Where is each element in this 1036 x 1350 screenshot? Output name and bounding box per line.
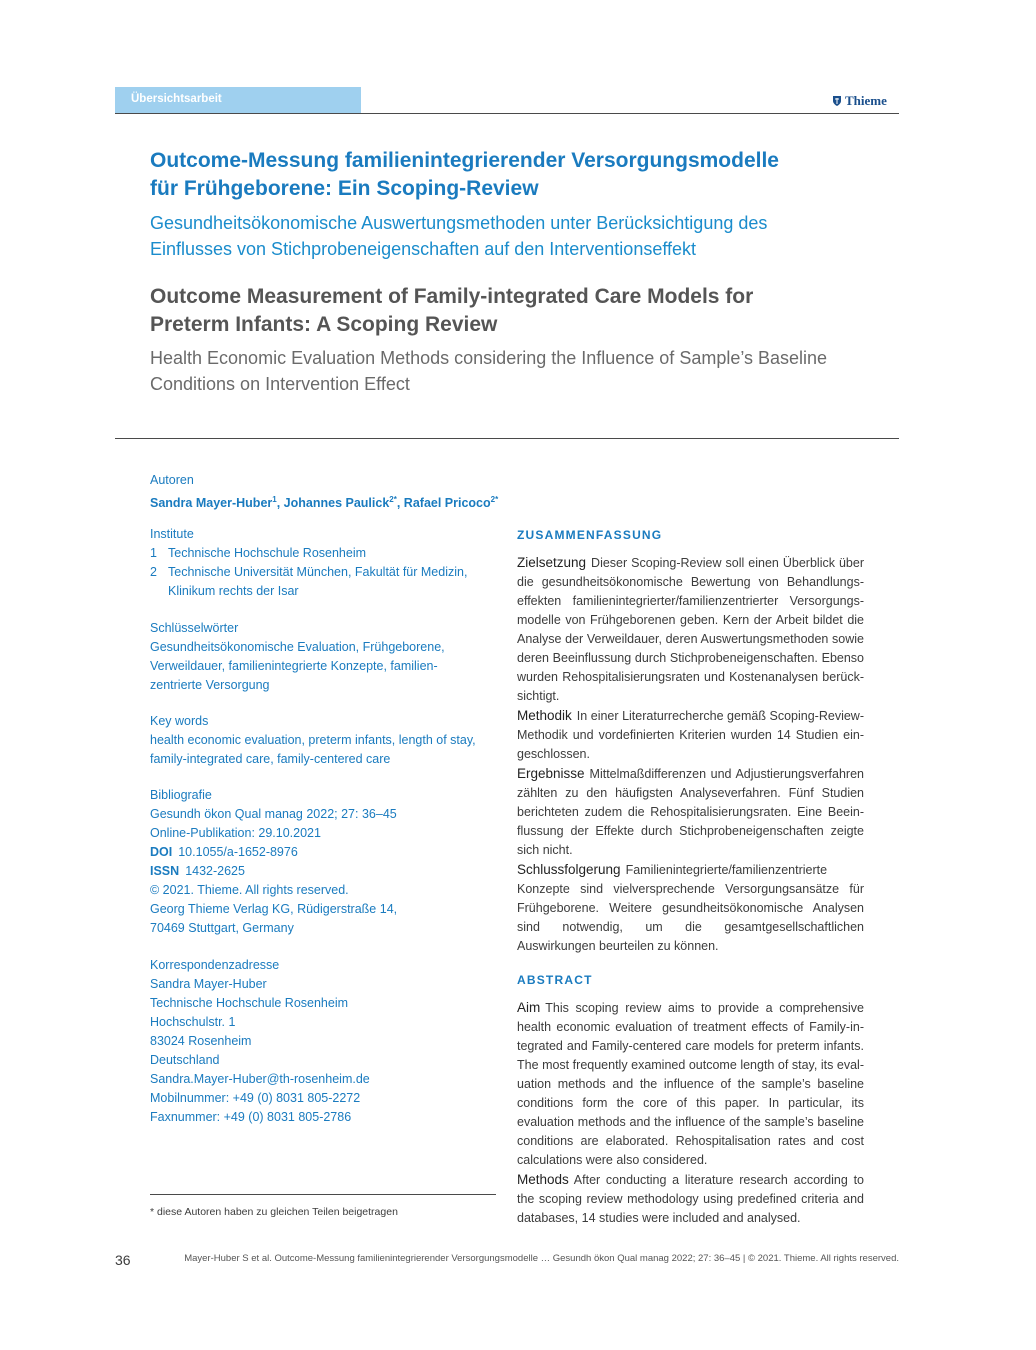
subtitle-english — [150, 346, 880, 397]
footnote: * diese Autoren haben zu gleichen Teilen beigetragen — [150, 1206, 398, 1218]
institute-name: Technische Hochschule Rosenheim — [168, 546, 367, 560]
bibliography-heading: Bibliografie — [150, 788, 212, 802]
subtitle-english-line: Conditions on Intervention Effect — [150, 373, 410, 394]
subtitle-german-line: Einflusses von Stichprobeneigenschaften auf den Interventionseffekt — [150, 238, 697, 259]
title-english — [150, 283, 880, 339]
authors-heading: Autoren — [150, 473, 194, 487]
author-affiliation: 1 — [272, 495, 277, 504]
correspondence-block — [150, 956, 500, 1127]
bibliography-publisher: 70469 Stuttgart, Germany — [150, 921, 294, 935]
issn-value: 1432-2625 — [185, 864, 245, 878]
author-affiliation: 2* — [389, 495, 397, 504]
bibliography-issn — [150, 862, 500, 881]
title-german — [150, 147, 880, 203]
bibliography-online-date: Online-Publikation: 29.10.2021 — [150, 826, 321, 840]
page-number: 36 — [115, 1252, 131, 1268]
bibliography-publisher: Georg Thieme Verlag KG, Rüdigerstraße 14, — [150, 902, 398, 916]
keywords-german-line: Gesundheitsökonomische Evaluation, Frühgeborene, — [150, 640, 445, 654]
zusammenfassung-section — [517, 526, 864, 956]
institutes-heading: Institute — [150, 527, 194, 541]
summary-keyword: Schlussfolgerung — [517, 862, 621, 877]
author-name: Rafael Pricoco — [403, 496, 491, 511]
summary-text: In einer Literaturrecherche gemäß Scoping-Review-Methodik und vordefinierten Kriterien wurden 14 Studien eingeschlossen. — [517, 709, 864, 761]
keywords-english-line: health economic evaluation, preterm infants, length of stay, — [150, 733, 476, 747]
summary-text: Dieser Scoping-Review soll einen Überblick über die gesundheitsökonomische Bewertung von Behandlungseffekten familienintegrierter/familienzentrierter Versorgungsmodelle von Frühgeborenen geben. Kern der Arbeit bildet die Analyse der Verweildauer, deren Auswertungsmethoden sowie deren Beeinflussung durch Stichprobeneigenschaften. Ebenso wurden Rehospitalisierungsraten und Kostenanalysen berücksichtigt. — [517, 556, 864, 703]
summary-paragraph — [517, 860, 864, 956]
correspondence-line: Hochschulstr. 1 — [150, 1015, 236, 1029]
institutes-block — [150, 525, 500, 601]
summary-paragraph — [517, 706, 864, 764]
summary-text: Familienintegrierte/familienzentrierte Konzepte sind vielversprechende Versorgungsansätze für Frühgeborene. Weitere gesundheitsökonomische Analysen sind notwendig, um die gesamtgesellschaftlichen Auswirkungen beurteilen zu können. — [517, 863, 864, 953]
correspondence-line: Sandra Mayer-Huber — [150, 977, 267, 991]
abstract-heading: ABSTRACT — [517, 973, 593, 987]
summary-paragraph — [517, 764, 864, 860]
title-english-line: Preterm Infants: A Scoping Review — [150, 313, 498, 336]
footer-citation: Mayer-Huber S et al. Outcome-Messung familienintegrierender Versorgungsmodelle … Gesundh ökon Qual manag 2022; 27: 36–45 | © 2021. Thieme. All rights reserved. — [184, 1253, 899, 1264]
correspondence-line: Technische Hochschule Rosenheim — [150, 996, 349, 1010]
title-english-line: Outcome Measurement of Family-integrated Care Models for — [150, 285, 754, 308]
zusammenfassung-heading: ZUSAMMENFASSUNG — [517, 528, 663, 542]
title-separator — [115, 438, 899, 439]
author-affiliation: 2* — [490, 495, 499, 504]
bibliography-journal: Gesundh ökon Qual manag 2022; 27: 36–45 — [150, 807, 397, 821]
authors-block — [150, 471, 500, 513]
abstract-keyword: Methods — [517, 1172, 569, 1187]
title-german-line: für Frühgeborene: Ein Scoping-Review — [150, 177, 539, 200]
correspondence-email-link[interactable]: Sandra.Mayer-Huber@th-rosenheim.de — [150, 1072, 370, 1086]
summary-text: Mittelmaßdifferenzen und Adjustierungsverfahren zählten zu den häufigsten Analyseverfahren. Fünf Studien berichteten zudem die Rehospitalisierungsraten. Eine Beeinflussung der Effekte durch Stichprobeneigenschaften zeigte sich nicht. — [517, 767, 864, 857]
institute-number: 1 — [150, 546, 157, 560]
institute-item — [150, 544, 500, 563]
summary-paragraph — [517, 553, 864, 706]
footnote-rule — [150, 1194, 496, 1195]
subtitle-german — [150, 211, 880, 262]
author-list: Sandra Mayer-Huber$^1$, Johannes Paulick$^{2*}$, Rafael Pricoco$^{2*}$ — [150, 495, 499, 511]
correspondence-line: Faxnummer: +49 (0) 8031 805-2786 — [150, 1110, 352, 1124]
summary-keyword: Zielsetzung — [517, 555, 587, 570]
summary-keyword: Ergebnisse — [517, 766, 585, 781]
summary-keyword: Methodik — [517, 708, 572, 723]
keywords-english-heading: Key words — [150, 714, 209, 728]
bibliography-doi — [150, 843, 500, 862]
abstract-section — [517, 971, 864, 1228]
publisher-name: Thieme — [845, 93, 887, 108]
institute-name: Klinikum rechts der Isar — [168, 584, 299, 598]
correspondence-line: 83024 Rosenheim — [150, 1034, 252, 1048]
keywords-german-line: zentrierte Versorgung — [150, 678, 270, 692]
header-rule — [115, 113, 899, 114]
institute-item — [150, 563, 500, 601]
doi-label: DOI — [150, 845, 173, 859]
abstract-text: This scoping review aims to provide a comprehensive health economic evaluation of treatment effects of Family-integrated and Family-centered care models for preterm infants. The most frequently examined outcome length of stay, its evaluation methods and the influence of the sample’s baseline conditions form the core of this paper. In particular, its evaluation methods and the influence of the sample’s baseline conditions are elaborated. Rehospitalisation rates and cost calculations were also considered. — [517, 1001, 864, 1167]
subtitle-english-line: Health Economic Evaluation Methods considering the Influence of Sample’s Baseline — [150, 348, 828, 368]
abstract-paragraph — [517, 1170, 864, 1228]
abstract-keyword: Aim — [517, 1000, 541, 1015]
correspondence-line: Deutschland — [150, 1053, 220, 1067]
doi-link[interactable]: 10.1055/a-1652-8976 — [178, 845, 298, 859]
keywords-english-line: family-integrated care, family-centered care — [150, 752, 391, 766]
institute-number: 2 — [150, 565, 157, 579]
keywords-german-block — [150, 619, 500, 695]
abstract-text: After conducting a literature research according to the scoping review methodology using predefined criteria and databases, 14 studies were included and analysed. — [517, 1173, 864, 1225]
subtitle-german-line: Gesundheitsökonomische Auswertungsmethoden unter Berücksichtigung des — [150, 213, 768, 233]
keywords-english-block — [150, 712, 500, 769]
author-name: Sandra Mayer-Huber — [150, 496, 273, 511]
bibliography-copyright: © 2021. Thieme. All rights reserved. — [150, 883, 349, 897]
bibliography-block — [150, 786, 500, 938]
author-name: Johannes Paulick — [283, 496, 390, 511]
publisher-logo — [832, 93, 887, 109]
correspondence-line: Mobilnummer: +49 (0) 8031 805-2272 — [150, 1091, 361, 1105]
article-type-tag: Übersichtsarbeit — [115, 87, 361, 113]
abstract-paragraph — [517, 998, 864, 1170]
keywords-german-heading: Schlüsselwörter — [150, 621, 239, 635]
thieme-shield-icon — [832, 95, 842, 107]
institute-name: Technische Universität München, Fakultät für Medizin, — [168, 565, 468, 579]
title-german-line: Outcome-Messung familienintegrierender Versorgungsmodelle — [150, 149, 779, 172]
keywords-german-line: Verweildauer, familienintegrierte Konzepte, familien- — [150, 659, 438, 673]
issn-label: ISSN — [150, 864, 180, 878]
correspondence-heading: Korrespondenzadresse — [150, 958, 280, 972]
